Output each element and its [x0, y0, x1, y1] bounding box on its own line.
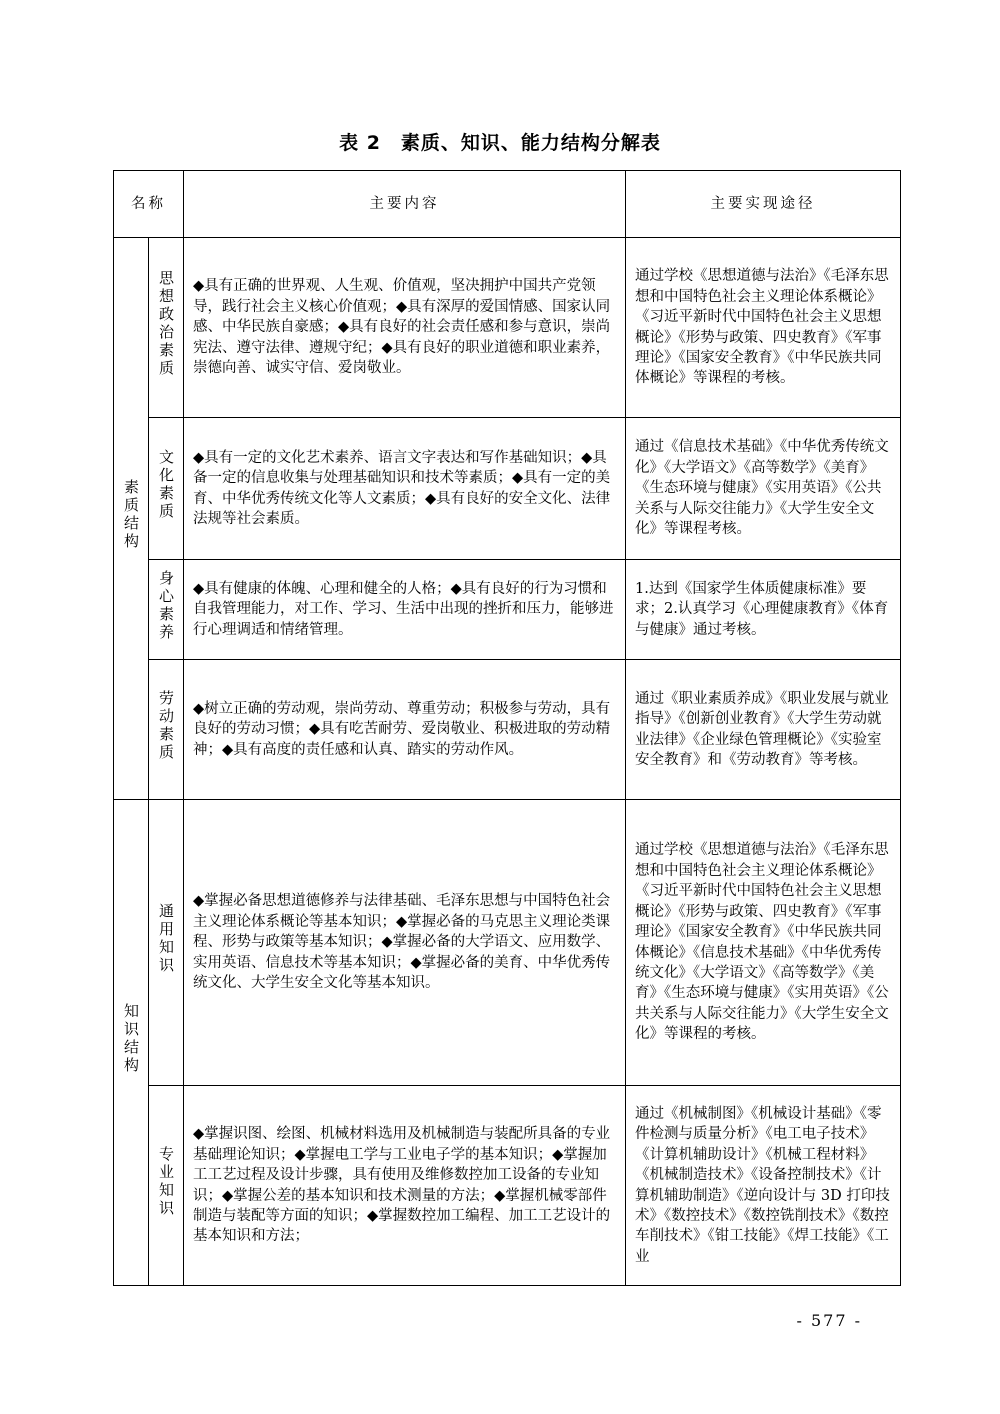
sub-label: 思想政治素质 — [149, 238, 184, 418]
header-name: 名称 — [114, 171, 184, 238]
sub-label: 劳动素质 — [149, 660, 184, 800]
content-cell: ◆掌握识图、绘图、机械材料选用及机械制造与装配所具备的专业基础理论知识；◆掌握电工学与工业电子学的基本知识；◆掌握加工工艺过程及设计步骤，具有使用及维修数控加工设备的专业知识；◆掌握公差的基本知识和技术测量的方法；◆掌握机械零部件制造与装配等方面的知识；◆掌握数控加工编程、加工工艺设计的基本知识和方法； — [184, 1086, 626, 1286]
table-title: 表 2 素质、知识、能力结构分解表 — [339, 132, 661, 154]
group-label-knowledge: 知识结构 — [114, 800, 149, 1286]
route-cell: 通过学校《思想道德与法治》《毛泽东思想和中国特色社会主义理论体系概论》《习近平新时代中国特色社会主义思想概论》《形势与政策、四史教育》《军事理论》《国家安全教育》《中华民族共同体概论》《信息技术基础》《中华优秀传统文化》《大学语文》《高等数学》《美育》《生态环境与健康》《实用英语》《公共关系与人际交往能力》《大学生安全文化》等课程的考核。 — [626, 800, 901, 1086]
header-route: 主要实现途径 — [626, 171, 901, 238]
sub-label: 通用知识 — [149, 800, 184, 1086]
route-cell: 通过《信息技术基础》《中华优秀传统文化》《大学语文》《高等数学》《美育》《生态环境与健康》《实用英语》《公共关系与人际交往能力》《大学生安全文化》等课程考核。 — [626, 418, 901, 560]
table-row — [114, 800, 901, 1086]
table-row — [114, 1086, 901, 1286]
header-content: 主要内容 — [184, 171, 626, 238]
content-cell: ◆掌握必备思想道德修养与法律基础、毛泽东思想与中国特色社会主义理论体系概论等基本知识；◆掌握必备的马克思主义理论类课程、形势与政策等基本知识；◆掌握必备的大学语文、应用数学、实用英语、信息技术等基本知识；◆掌握必备的美育、中华优秀传统文化、大学生安全文化等基本知识。 — [184, 800, 626, 1086]
structure-table — [113, 170, 901, 1286]
route-cell: 1.达到《国家学生体质健康标准》要求；2.认真学习《心理健康教育》《体育与健康》通过考核。 — [626, 560, 901, 660]
table-row — [114, 660, 901, 800]
table-row — [114, 418, 901, 560]
page-number: - 577 - — [796, 1311, 862, 1330]
content-cell: ◆具有一定的文化艺术素养、语言文字表达和写作基础知识；◆具备一定的信息收集与处理基础知识和技术等素质；◆具有一定的美育、中华优秀传统文化等人文素质；◆具有良好的安全文化、法律法规等社会素质。 — [184, 418, 626, 560]
route-cell: 通过《职业素质养成》《职业发展与就业指导》《创新创业教育》《大学生劳动就业法律》《企业绿色管理概论》《实验室安全教育》和《劳动教育》等考核。 — [626, 660, 901, 800]
sub-label: 身心素养 — [149, 560, 184, 660]
content-cell: ◆具有正确的世界观、人生观、价值观，坚决拥护中国共产党领导，践行社会主义核心价值观；◆具有深厚的爱国情感、国家认同感、中华民族自豪感；◆具有良好的社会责任感和参与意识，崇尚宪法、遵守法律、遵规守纪；◆具有良好的职业道德和职业素养，崇德向善、诚实守信、爱岗敬业。 — [184, 238, 626, 418]
header-row — [114, 171, 901, 238]
route-cell: 通过学校《思想道德与法治》《毛泽东思想和中国特色社会主义理论体系概论》《习近平新时代中国特色社会主义思想概论》《形势与政策、四史教育》《军事理论》《国家安全教育》《中华民族共同体概论》等课程的考核。 — [626, 238, 901, 418]
content-cell: ◆具有健康的体魄、心理和健全的人格；◆具有良好的行为习惯和自我管理能力，对工作、学习、生活中出现的挫折和压力，能够进行心理调适和情绪管理。 — [184, 560, 626, 660]
table-row — [114, 238, 901, 418]
sub-label: 专业知识 — [149, 1086, 184, 1286]
route-cell: 通过《机械制图》《机械设计基础》《零件检测与质量分析》《电工电子技术》《计算机辅助设计》《机械工程材料》《机械制造技术》《设备控制技术》《计算机辅助制造》《逆向设计与 3D 打印技术》《数控技术》《数控铣削技术》《数控车削技术》《钳工技能》《焊工技能》《工业 — [626, 1086, 901, 1286]
content-cell: ◆树立正确的劳动观，崇尚劳动、尊重劳动；积极参与劳动，具有良好的劳动习惯；◆具有吃苦耐劳、爱岗敬业、积极进取的劳动精神；◆具有高度的责任感和认真、踏实的劳动作风。 — [184, 660, 626, 800]
group-label-quality: 素质结构 — [114, 238, 149, 800]
sub-label: 文化素质 — [149, 418, 184, 560]
table-row — [114, 560, 901, 660]
